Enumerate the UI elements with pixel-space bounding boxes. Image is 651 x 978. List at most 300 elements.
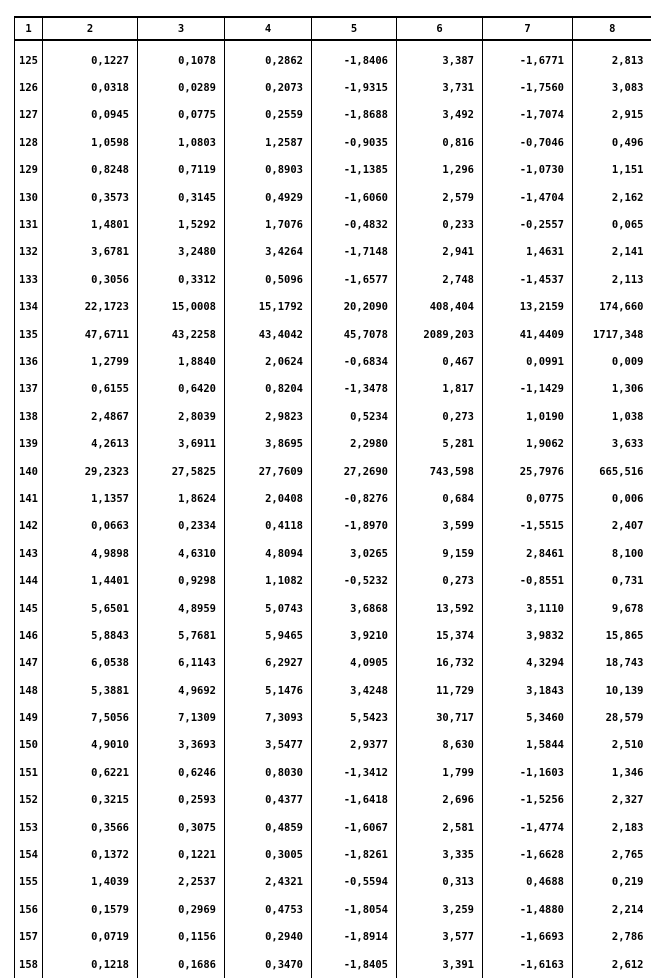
table-cell: -1,6693 — [483, 924, 573, 951]
column-header-6: 6 — [397, 17, 483, 40]
table-cell: 47,6711 — [43, 321, 138, 348]
table-cell: 0,2334 — [138, 513, 225, 540]
table-cell: 5,0743 — [225, 595, 312, 622]
table-cell: 0,1227 — [43, 40, 138, 74]
table-cell: 0,3215 — [43, 787, 138, 814]
table-cell: -1,8261 — [312, 841, 397, 868]
table-cell: 0,1686 — [138, 951, 225, 978]
table-row — [15, 294, 651, 321]
table-row — [15, 677, 651, 704]
table-cell: 1,8840 — [138, 348, 225, 375]
table-cell: 2,8461 — [483, 540, 573, 567]
table-cell: 5,281 — [397, 430, 483, 457]
table-cell: 15,374 — [397, 622, 483, 649]
table-cell: 0,9298 — [138, 567, 225, 594]
table-cell: 15,1792 — [225, 294, 312, 321]
table-cell: -1,0730 — [483, 157, 573, 184]
table-cell: 2,579 — [397, 184, 483, 211]
table-cell: 0,065 — [573, 211, 651, 238]
table-cell: 0,5234 — [312, 403, 397, 430]
table-cell: 0,0945 — [43, 102, 138, 129]
table-row — [15, 211, 651, 238]
table-cell: 13,2159 — [483, 294, 573, 321]
table-cell: 1,1357 — [43, 485, 138, 512]
table-cell: 0,496 — [573, 129, 651, 156]
table-cell: -1,7074 — [483, 102, 573, 129]
table-row — [15, 321, 651, 348]
table-cell: 5,3460 — [483, 704, 573, 731]
table-cell: 27,5825 — [138, 458, 225, 485]
table-cell: 2,765 — [573, 841, 651, 868]
table-cell: 2,113 — [573, 266, 651, 293]
table-cell: -1,6163 — [483, 951, 573, 978]
table-cell: 0,3145 — [138, 184, 225, 211]
table-cell: 0,273 — [397, 567, 483, 594]
row-index-cell: 128 — [15, 129, 43, 156]
table-cell: -0,6834 — [312, 348, 397, 375]
table-cell: -0,7046 — [483, 129, 573, 156]
table-cell: 0,8903 — [225, 157, 312, 184]
table-cell: -1,1429 — [483, 376, 573, 403]
table-cell: 30,717 — [397, 704, 483, 731]
table-cell: 2,407 — [573, 513, 651, 540]
table-cell: -0,8276 — [312, 485, 397, 512]
table-cell: 0,2593 — [138, 787, 225, 814]
row-index-cell: 152 — [15, 787, 43, 814]
table-cell: 0,1156 — [138, 924, 225, 951]
table-cell: 2,941 — [397, 239, 483, 266]
table-cell: 0,009 — [573, 348, 651, 375]
table-cell: -1,6418 — [312, 787, 397, 814]
row-index-cell: 150 — [15, 732, 43, 759]
table-cell: 25,7976 — [483, 458, 573, 485]
table-cell: -1,1603 — [483, 759, 573, 786]
column-header-4: 4 — [225, 17, 312, 40]
table-cell: 0,1218 — [43, 951, 138, 978]
table-cell: 0,816 — [397, 129, 483, 156]
table-row — [15, 102, 651, 129]
table-cell: 5,7681 — [138, 622, 225, 649]
table-cell: 5,5423 — [312, 704, 397, 731]
table-cell: 0,0775 — [138, 102, 225, 129]
row-index-cell: 131 — [15, 211, 43, 238]
table-cell: 13,592 — [397, 595, 483, 622]
table-cell: 2,581 — [397, 814, 483, 841]
table-cell: 0,4118 — [225, 513, 312, 540]
table-cell: 0,219 — [573, 869, 651, 896]
row-index-cell: 145 — [15, 595, 43, 622]
table-cell: 0,467 — [397, 348, 483, 375]
table-cell: 3,6868 — [312, 595, 397, 622]
row-index-cell: 143 — [15, 540, 43, 567]
table-cell: 0,4929 — [225, 184, 312, 211]
table-cell: 0,6155 — [43, 376, 138, 403]
table-cell: 2,0408 — [225, 485, 312, 512]
row-index-cell: 154 — [15, 841, 43, 868]
table-cell: 3,0265 — [312, 540, 397, 567]
table-cell: 1,7076 — [225, 211, 312, 238]
table-row — [15, 896, 651, 923]
table-cell: 1,4631 — [483, 239, 573, 266]
table-row — [15, 239, 651, 266]
table-cell: -1,3412 — [312, 759, 397, 786]
table-cell: 0,0775 — [483, 485, 573, 512]
column-header-2: 2 — [43, 17, 138, 40]
table-cell: 3,335 — [397, 841, 483, 868]
row-index-cell: 135 — [15, 321, 43, 348]
table-cell: 3,4264 — [225, 239, 312, 266]
table-cell: 1,346 — [573, 759, 651, 786]
row-index-cell: 125 — [15, 40, 43, 74]
table-row — [15, 485, 651, 512]
table-cell: 10,139 — [573, 677, 651, 704]
table-cell: 0,2073 — [225, 74, 312, 101]
table-cell: 1,1082 — [225, 567, 312, 594]
table-cell: 8,100 — [573, 540, 651, 567]
table-cell: 0,4753 — [225, 896, 312, 923]
table-cell: 0,4377 — [225, 787, 312, 814]
row-index-cell: 127 — [15, 102, 43, 129]
table-cell: -1,7148 — [312, 239, 397, 266]
table-cell: 2,141 — [573, 239, 651, 266]
data-sheet — [14, 16, 651, 978]
table-cell: 0,233 — [397, 211, 483, 238]
table-cell: 0,0991 — [483, 348, 573, 375]
table-cell: 2,4321 — [225, 869, 312, 896]
table-cell: 2,915 — [573, 102, 651, 129]
table-cell: 1,151 — [573, 157, 651, 184]
table-cell: 1,2587 — [225, 129, 312, 156]
table-cell: 3,599 — [397, 513, 483, 540]
table-cell: 3,6781 — [43, 239, 138, 266]
table-cell: 4,9010 — [43, 732, 138, 759]
table-cell: 0,3470 — [225, 951, 312, 978]
table-cell: 0,1078 — [138, 40, 225, 74]
table-cell: 7,3093 — [225, 704, 312, 731]
row-index-cell: 155 — [15, 869, 43, 896]
table-row — [15, 348, 651, 375]
table-cell: -1,4880 — [483, 896, 573, 923]
table-cell: 743,598 — [397, 458, 483, 485]
table-row — [15, 376, 651, 403]
table-cell: -0,5594 — [312, 869, 397, 896]
table-cell: 0,1579 — [43, 896, 138, 923]
table-cell: 5,6501 — [43, 595, 138, 622]
table-cell: -1,1385 — [312, 157, 397, 184]
table-cell: 4,8094 — [225, 540, 312, 567]
table-cell: 0,684 — [397, 485, 483, 512]
table-cell: 3,1110 — [483, 595, 573, 622]
table-cell: 0,6420 — [138, 376, 225, 403]
table-row — [15, 540, 651, 567]
row-index-cell: 153 — [15, 814, 43, 841]
table-cell: 11,729 — [397, 677, 483, 704]
row-index-cell: 130 — [15, 184, 43, 211]
table-row — [15, 814, 651, 841]
table-cell: 27,7609 — [225, 458, 312, 485]
column-header-3: 3 — [138, 17, 225, 40]
table-cell: 0,4688 — [483, 869, 573, 896]
table-cell: 3,1843 — [483, 677, 573, 704]
row-index-cell: 158 — [15, 951, 43, 978]
table-cell: 4,6310 — [138, 540, 225, 567]
table-cell: 2,327 — [573, 787, 651, 814]
table-cell: 665,516 — [573, 458, 651, 485]
table-cell: 22,1723 — [43, 294, 138, 321]
row-index-cell: 139 — [15, 430, 43, 457]
table-cell: 0,006 — [573, 485, 651, 512]
table-cell: 0,7119 — [138, 157, 225, 184]
table-cell: 2,4867 — [43, 403, 138, 430]
column-header-5: 5 — [312, 17, 397, 40]
table-cell: 3,2480 — [138, 239, 225, 266]
table-cell: 3,577 — [397, 924, 483, 951]
table-cell: 0,2969 — [138, 896, 225, 923]
table-cell: 20,2090 — [312, 294, 397, 321]
table-cell: 1,0190 — [483, 403, 573, 430]
table-cell: -1,8054 — [312, 896, 397, 923]
table-cell: 8,630 — [397, 732, 483, 759]
table-cell: 2,9377 — [312, 732, 397, 759]
table-cell: 4,2613 — [43, 430, 138, 457]
table-cell: 2,748 — [397, 266, 483, 293]
table-row — [15, 157, 651, 184]
table-cell: 1,4801 — [43, 211, 138, 238]
table-cell: 3,731 — [397, 74, 483, 101]
table-cell: 0,8030 — [225, 759, 312, 786]
table-cell: -0,9035 — [312, 129, 397, 156]
row-index-cell: 129 — [15, 157, 43, 184]
table-cell: 0,6221 — [43, 759, 138, 786]
table-cell: 0,3075 — [138, 814, 225, 841]
table-cell: -1,8406 — [312, 40, 397, 74]
table-row — [15, 704, 651, 731]
table-cell: -1,6067 — [312, 814, 397, 841]
table-cell: 15,0008 — [138, 294, 225, 321]
table-row — [15, 403, 651, 430]
table-cell: 408,404 — [397, 294, 483, 321]
table-cell: -1,8914 — [312, 924, 397, 951]
table-cell: 0,0663 — [43, 513, 138, 540]
table-cell: 7,1309 — [138, 704, 225, 731]
row-index-cell: 132 — [15, 239, 43, 266]
table-cell: 0,273 — [397, 403, 483, 430]
table-cell: 6,0538 — [43, 650, 138, 677]
table-cell: 1717,348 — [573, 321, 651, 348]
table-cell: 0,3005 — [225, 841, 312, 868]
table-cell: 0,3566 — [43, 814, 138, 841]
table-cell: 5,3881 — [43, 677, 138, 704]
table-cell: 1,5844 — [483, 732, 573, 759]
table-cell: 1,0598 — [43, 129, 138, 156]
table-cell: 2,2537 — [138, 869, 225, 896]
table-cell: 5,8843 — [43, 622, 138, 649]
table-cell: -1,3478 — [312, 376, 397, 403]
table-cell: 1,4401 — [43, 567, 138, 594]
table-cell: 18,743 — [573, 650, 651, 677]
row-index-cell: 147 — [15, 650, 43, 677]
table-cell: 1,2799 — [43, 348, 138, 375]
row-index-cell: 142 — [15, 513, 43, 540]
table-cell: -1,4774 — [483, 814, 573, 841]
table-cell: -0,4832 — [312, 211, 397, 238]
table-cell: 15,865 — [573, 622, 651, 649]
table-cell: 4,9898 — [43, 540, 138, 567]
table-cell: 0,1221 — [138, 841, 225, 868]
table-cell: 3,5477 — [225, 732, 312, 759]
table-row — [15, 430, 651, 457]
table-cell: 3,259 — [397, 896, 483, 923]
row-index-cell: 156 — [15, 896, 43, 923]
row-index-cell: 134 — [15, 294, 43, 321]
column-header-1: 1 — [15, 17, 43, 40]
table-cell: 0,313 — [397, 869, 483, 896]
table-cell: 2,2980 — [312, 430, 397, 457]
table-cell: 1,8624 — [138, 485, 225, 512]
table-cell: 1,4039 — [43, 869, 138, 896]
row-index-cell: 151 — [15, 759, 43, 786]
table-cell: 6,1143 — [138, 650, 225, 677]
table-cell: 1,9062 — [483, 430, 573, 457]
row-index-cell: 141 — [15, 485, 43, 512]
table-cell: -1,8405 — [312, 951, 397, 978]
table-cell: 174,660 — [573, 294, 651, 321]
row-index-cell: 126 — [15, 74, 43, 101]
table-row — [15, 513, 651, 540]
table-cell: 1,306 — [573, 376, 651, 403]
table-cell: 3,8695 — [225, 430, 312, 457]
table-cell: 2,9823 — [225, 403, 312, 430]
table-cell: 5,9465 — [225, 622, 312, 649]
table-row — [15, 74, 651, 101]
table-body — [15, 40, 651, 978]
row-index-cell: 157 — [15, 924, 43, 951]
table-cell: -1,6577 — [312, 266, 397, 293]
table-cell: 0,8248 — [43, 157, 138, 184]
table-cell: 29,2323 — [43, 458, 138, 485]
table-cell: 1,296 — [397, 157, 483, 184]
row-index-cell: 138 — [15, 403, 43, 430]
table-row — [15, 458, 651, 485]
row-index-cell: 148 — [15, 677, 43, 704]
table-cell: 0,1372 — [43, 841, 138, 868]
table-cell: 3,387 — [397, 40, 483, 74]
table-cell: 3,492 — [397, 102, 483, 129]
table-row — [15, 567, 651, 594]
table-cell: 2,696 — [397, 787, 483, 814]
table-row — [15, 129, 651, 156]
row-index-cell: 144 — [15, 567, 43, 594]
table-cell: 0,8204 — [225, 376, 312, 403]
table-cell: 4,9692 — [138, 677, 225, 704]
table-row — [15, 841, 651, 868]
row-index-cell: 146 — [15, 622, 43, 649]
table-cell: 0,2559 — [225, 102, 312, 129]
table-cell: 3,6911 — [138, 430, 225, 457]
table-row — [15, 184, 651, 211]
table-row — [15, 787, 651, 814]
table-cell: -0,5232 — [312, 567, 397, 594]
table-cell: 2089,203 — [397, 321, 483, 348]
table-row — [15, 869, 651, 896]
table-cell: -1,5515 — [483, 513, 573, 540]
table-cell: 3,633 — [573, 430, 651, 457]
table-cell: 0,5096 — [225, 266, 312, 293]
table-cell: 2,813 — [573, 40, 651, 74]
table-cell: 2,510 — [573, 732, 651, 759]
table-cell: -1,6060 — [312, 184, 397, 211]
table-cell: 28,579 — [573, 704, 651, 731]
table-cell: -0,2557 — [483, 211, 573, 238]
table-cell: 3,3693 — [138, 732, 225, 759]
table-cell: -1,8688 — [312, 102, 397, 129]
table-cell: 0,2862 — [225, 40, 312, 74]
table-cell: 2,162 — [573, 184, 651, 211]
table-cell: 1,817 — [397, 376, 483, 403]
table-cell: 4,0905 — [312, 650, 397, 677]
table-cell: 0,0719 — [43, 924, 138, 951]
table-cell: 2,612 — [573, 951, 651, 978]
row-index-cell: 137 — [15, 376, 43, 403]
row-index-cell: 133 — [15, 266, 43, 293]
table-cell: -1,4537 — [483, 266, 573, 293]
table-cell: 3,4248 — [312, 677, 397, 704]
table-cell: 16,732 — [397, 650, 483, 677]
table-cell: 4,8959 — [138, 595, 225, 622]
table-row — [15, 951, 651, 978]
table-cell: 7,5056 — [43, 704, 138, 731]
column-header-7: 7 — [483, 17, 573, 40]
table-cell: 0,3056 — [43, 266, 138, 293]
table-row — [15, 595, 651, 622]
table-row — [15, 266, 651, 293]
table-cell: 2,786 — [573, 924, 651, 951]
table-cell: 2,0624 — [225, 348, 312, 375]
table-cell: -1,6771 — [483, 40, 573, 74]
table-row — [15, 759, 651, 786]
table-cell: 3,083 — [573, 74, 651, 101]
table-cell: -1,7560 — [483, 74, 573, 101]
table-cell: 2,183 — [573, 814, 651, 841]
table-cell: 1,0803 — [138, 129, 225, 156]
table-cell: 0,6246 — [138, 759, 225, 786]
table-cell: 2,214 — [573, 896, 651, 923]
row-index-cell: 140 — [15, 458, 43, 485]
table-cell: 0,0289 — [138, 74, 225, 101]
table-cell: 0,3312 — [138, 266, 225, 293]
table-cell: 1,799 — [397, 759, 483, 786]
table-cell: -1,6628 — [483, 841, 573, 868]
table-cell: 3,9210 — [312, 622, 397, 649]
table-cell: 6,2927 — [225, 650, 312, 677]
table-row — [15, 622, 651, 649]
table-cell: 0,731 — [573, 567, 651, 594]
table-cell: 3,9832 — [483, 622, 573, 649]
table-row — [15, 732, 651, 759]
table-header — [15, 17, 651, 40]
table-row — [15, 650, 651, 677]
table-cell: 0,2940 — [225, 924, 312, 951]
row-index-cell: 149 — [15, 704, 43, 731]
table-cell: 0,4859 — [225, 814, 312, 841]
table-cell: 45,7078 — [312, 321, 397, 348]
table-cell: 1,038 — [573, 403, 651, 430]
table-cell: 0,3573 — [43, 184, 138, 211]
table-cell: -1,8970 — [312, 513, 397, 540]
table-cell: 4,3294 — [483, 650, 573, 677]
data-table — [14, 16, 651, 978]
table-cell: 41,4409 — [483, 321, 573, 348]
